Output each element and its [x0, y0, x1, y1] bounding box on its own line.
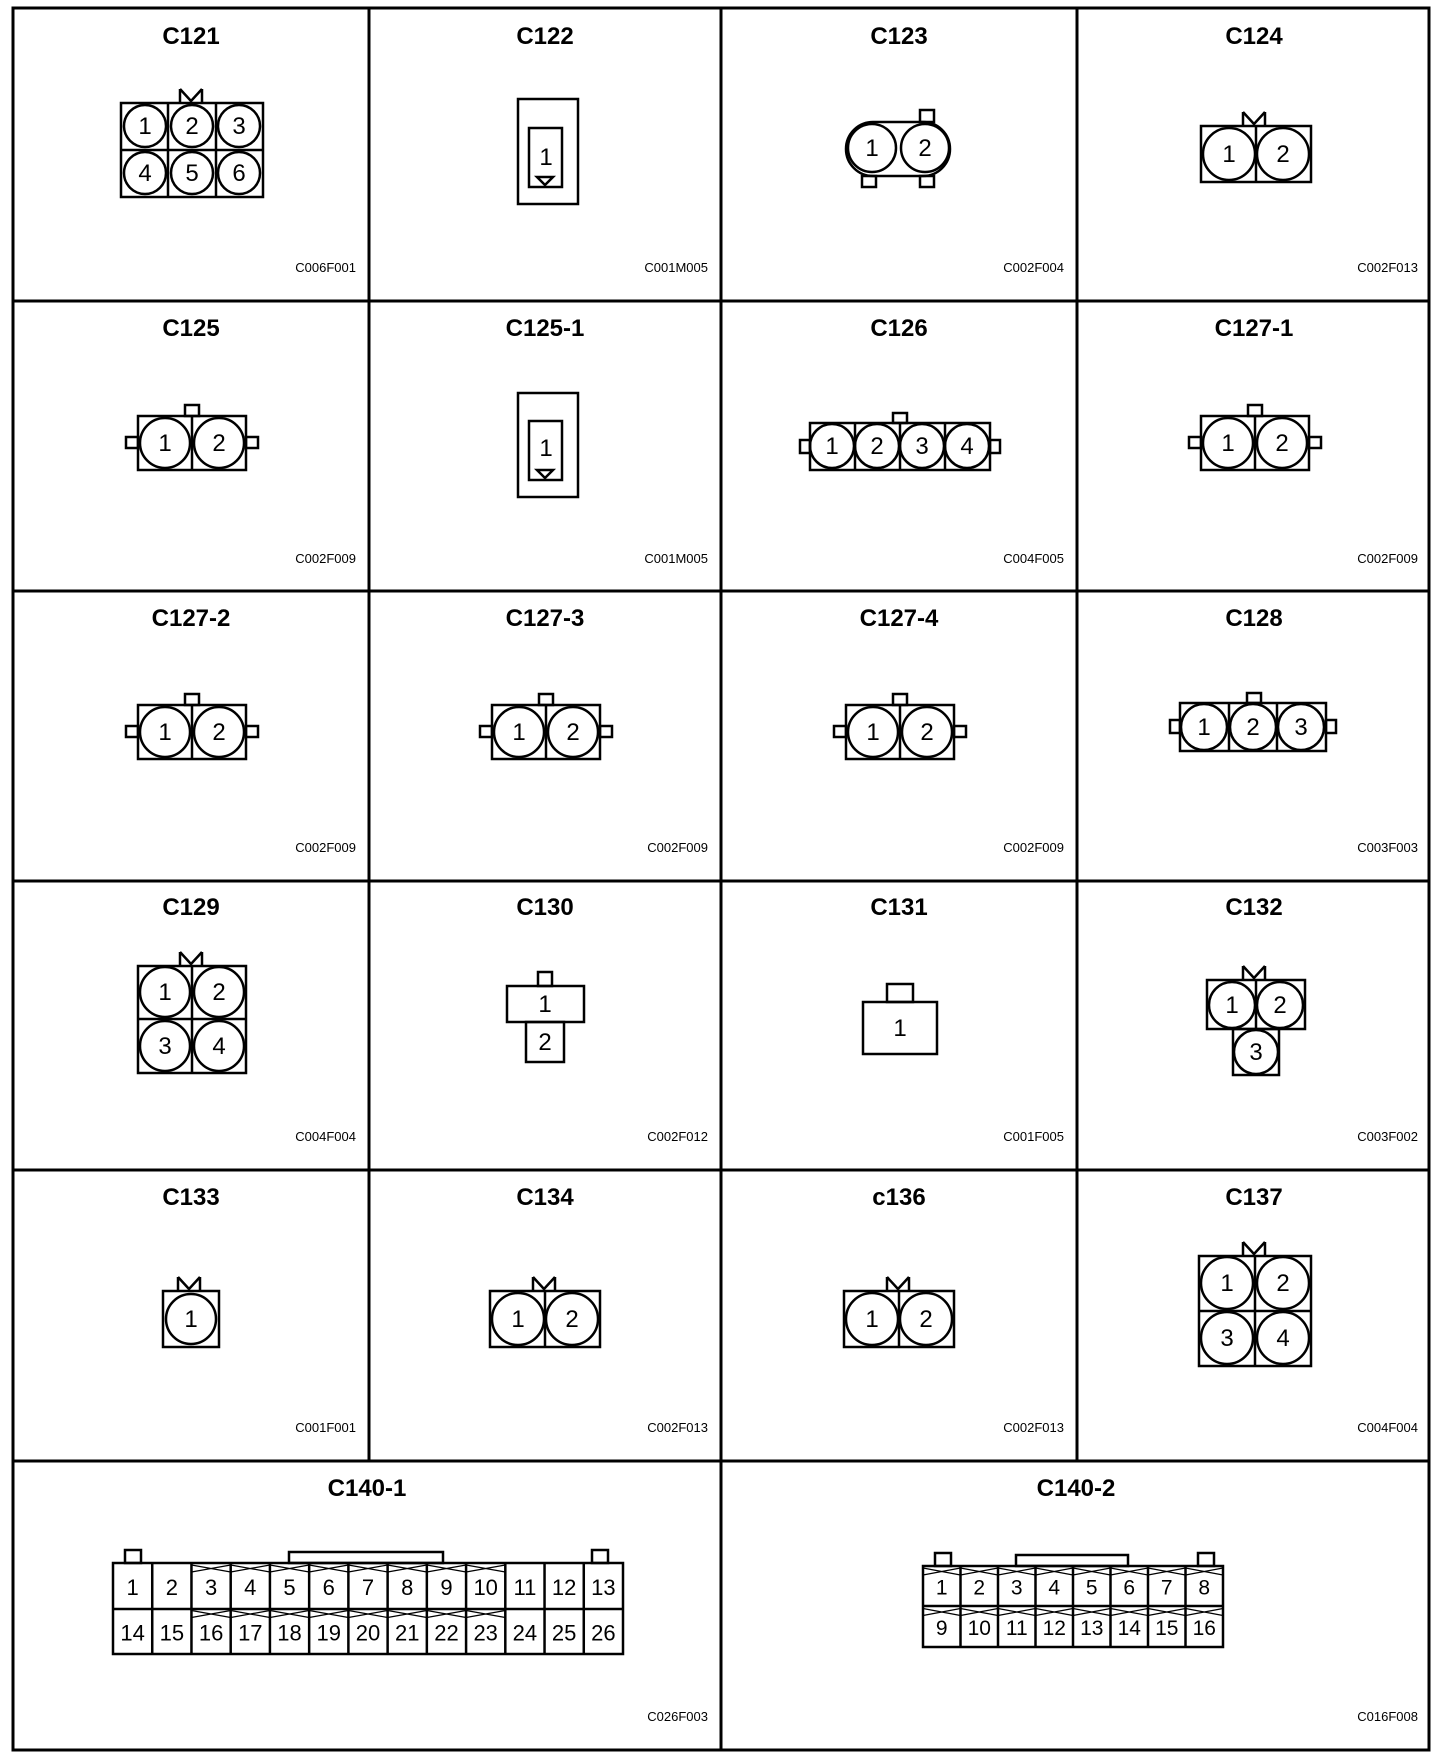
pin-number: 1 [126, 1574, 139, 1600]
pin-number: 16 [1192, 1616, 1216, 1640]
pin-number: 3 [204, 1574, 218, 1600]
pin-number: 14 [120, 1620, 145, 1646]
part-code: C002F013 [1003, 1420, 1064, 1435]
pin-number: 8 [401, 1574, 414, 1600]
svg-text:2: 2 [920, 719, 934, 746]
part-code: C002F004 [1003, 260, 1064, 275]
pin-number: 6 [322, 1574, 335, 1600]
connector-c125-diagram [126, 405, 258, 470]
svg-text:3: 3 [1220, 1325, 1234, 1352]
connector-c130-diagram [507, 972, 584, 1062]
part-code: C004F005 [1003, 551, 1064, 566]
cell-title: C122 [516, 23, 574, 50]
pin-cross-mark [923, 1609, 961, 1616]
svg-text:2: 2 [212, 979, 226, 1006]
pin-number: 5 [1085, 1576, 1098, 1600]
cell-c123 [870, 23, 1064, 275]
pin-number: 12 [1042, 1616, 1066, 1640]
connector-c137-diagram [1199, 1242, 1311, 1366]
svg-text:4: 4 [212, 1033, 226, 1060]
pin-cross-mark [191, 1611, 230, 1618]
pin-number: 10 [473, 1574, 498, 1600]
svg-text:4: 4 [1276, 1325, 1290, 1352]
part-code: C001M005 [644, 551, 708, 566]
cell-title: C127-2 [151, 605, 231, 632]
svg-text:1: 1 [539, 144, 553, 171]
cell-title: C140-2 [1036, 1475, 1116, 1502]
svg-text:2: 2 [1276, 141, 1290, 168]
svg-text:1: 1 [865, 135, 879, 162]
cell-c127-1 [1215, 315, 1418, 566]
pin-cross-mark [270, 1611, 309, 1618]
connector-c123-diagram [846, 110, 950, 187]
cell-title: C133 [162, 1184, 220, 1211]
svg-text:3: 3 [158, 1033, 172, 1060]
pin-cross-mark [923, 1568, 961, 1575]
pin-number: 23 [473, 1620, 498, 1646]
svg-text:1: 1 [866, 719, 880, 746]
connector-c132-diagram [1207, 966, 1305, 1075]
grid-lines [13, 8, 1429, 1750]
pin-cross-mark [427, 1565, 466, 1572]
pin-number: 10 [967, 1616, 991, 1640]
cell-title: C129 [162, 894, 220, 921]
cell-title: C126 [870, 315, 928, 342]
svg-text:2: 2 [566, 719, 580, 746]
pin-cross-mark [1186, 1609, 1224, 1616]
pin-cross-mark [1148, 1609, 1186, 1616]
part-code: C001F005 [1003, 1129, 1064, 1144]
pin-cross-mark [1036, 1609, 1074, 1616]
pin-cross-mark [348, 1611, 387, 1618]
pin-number: 15 [1155, 1616, 1179, 1640]
connector-c136-diagram [844, 1277, 954, 1347]
cell-title: C121 [162, 23, 220, 50]
svg-text:3: 3 [915, 433, 929, 460]
svg-text:2: 2 [185, 113, 199, 140]
svg-text:1: 1 [1225, 992, 1239, 1019]
cell-title: C132 [1225, 894, 1283, 921]
pin-number: 22 [434, 1620, 459, 1646]
connector-c134-diagram [490, 1277, 600, 1347]
svg-text:1: 1 [1220, 1270, 1234, 1297]
part-code: C002F013 [1357, 260, 1418, 275]
part-code: C002F013 [647, 1420, 708, 1435]
svg-text:2: 2 [538, 1029, 552, 1056]
svg-text:2: 2 [918, 135, 932, 162]
svg-text:6: 6 [232, 160, 246, 187]
connector-c121-diagram [121, 89, 263, 197]
pin-number: 16 [198, 1620, 224, 1646]
connector-c129-diagram [138, 952, 246, 1073]
svg-text:1: 1 [893, 1015, 907, 1042]
svg-text:1: 1 [512, 719, 526, 746]
svg-text:2: 2 [1276, 1270, 1290, 1297]
pin-cross-mark [1073, 1609, 1111, 1616]
pin-number: 2 [973, 1576, 986, 1600]
svg-text:3: 3 [232, 113, 246, 140]
cell-c127-4 [860, 605, 1064, 855]
connector-c131-diagram [863, 984, 937, 1054]
svg-text:1: 1 [158, 979, 172, 1006]
svg-text:3: 3 [1249, 1039, 1263, 1066]
pin-number: 7 [1160, 1576, 1173, 1600]
cell-title: C123 [870, 23, 928, 50]
pin-number: 4 [1048, 1576, 1061, 1600]
connector-c125-1-diagram [518, 393, 578, 497]
pin-number: 24 [512, 1620, 538, 1646]
svg-text:1: 1 [158, 430, 172, 457]
cell-title: C140-1 [327, 1475, 407, 1502]
svg-text:1: 1 [1222, 141, 1236, 168]
svg-text:1: 1 [539, 435, 553, 462]
pin-cross-mark [998, 1568, 1036, 1575]
pin-cross-mark [388, 1611, 427, 1618]
pin-cross-mark [231, 1565, 270, 1572]
pin-number: 7 [361, 1574, 375, 1600]
pin-number: 11 [1005, 1616, 1028, 1640]
connector-c140-2-diagram [923, 1553, 1223, 1647]
cell-c127-3 [506, 605, 708, 855]
svg-text:2: 2 [212, 430, 226, 457]
svg-text:5: 5 [185, 160, 199, 187]
svg-text:2: 2 [1275, 430, 1289, 457]
svg-text:1: 1 [865, 1306, 879, 1333]
cell-title: C125 [162, 315, 220, 342]
part-code: C002F009 [1357, 551, 1418, 566]
pin-number: 14 [1117, 1616, 1141, 1640]
part-code: C026F003 [647, 1709, 708, 1724]
svg-text:1: 1 [1221, 430, 1235, 457]
pin-number: 19 [316, 1620, 342, 1646]
part-code: C016F008 [1357, 1709, 1418, 1724]
cell-title: C127-1 [1214, 315, 1294, 342]
pin-cross-mark [388, 1565, 427, 1572]
svg-text:4: 4 [138, 160, 152, 187]
svg-text:1: 1 [1197, 714, 1211, 741]
pin-cross-mark [309, 1611, 348, 1618]
svg-text:2: 2 [1246, 714, 1260, 741]
cell-title: C128 [1225, 605, 1283, 632]
pin-number: 17 [238, 1620, 263, 1646]
pin-cross-mark [466, 1565, 505, 1572]
part-code: C003F002 [1357, 1129, 1418, 1144]
pin-cross-mark [191, 1565, 230, 1572]
connector-c127-3-diagram [480, 694, 612, 759]
part-code: C001M005 [644, 260, 708, 275]
pin-number: 15 [159, 1620, 185, 1646]
pin-number: 2 [165, 1574, 178, 1600]
cell-title: C124 [1225, 23, 1283, 50]
cell-title: C130 [516, 894, 574, 921]
pin-cross-mark [961, 1568, 999, 1575]
pin-number: 3 [1010, 1576, 1023, 1600]
cell-title: c136 [872, 1184, 926, 1211]
cell-title: C125-1 [505, 315, 585, 342]
pin-number: 1 [935, 1576, 948, 1600]
pin-number: 25 [551, 1620, 577, 1646]
pin-cross-mark [1073, 1568, 1111, 1575]
pin-number: 4 [244, 1574, 257, 1600]
connector-c127-2-diagram [126, 694, 258, 759]
svg-text:1: 1 [138, 113, 152, 140]
svg-text:4: 4 [960, 433, 974, 460]
part-code: C002F009 [295, 551, 356, 566]
part-code: C006F001 [295, 260, 356, 275]
pin-number: 9 [935, 1616, 948, 1640]
part-code: C004F004 [295, 1129, 356, 1144]
cell-c132 [1225, 894, 1418, 1144]
pin-cross-mark [1148, 1568, 1186, 1575]
cell-title: C127-4 [859, 605, 939, 632]
pin-cross-mark [1111, 1609, 1149, 1616]
connector-c124-diagram [1201, 112, 1311, 182]
pin-number: 21 [394, 1620, 420, 1646]
pin-number: 18 [277, 1620, 302, 1646]
pin-cross-mark [1036, 1568, 1074, 1575]
part-code: C004F004 [1357, 1420, 1418, 1435]
pin-cross-mark [270, 1565, 309, 1572]
part-code: C001F001 [295, 1420, 356, 1435]
connector-c133-diagram [163, 1277, 219, 1347]
connector-c127-1-diagram [1189, 405, 1321, 470]
cell-title: C134 [516, 1184, 574, 1211]
pin-number: 13 [591, 1574, 616, 1600]
pin-cross-mark [427, 1611, 466, 1618]
pin-cross-mark [1111, 1568, 1149, 1575]
svg-text:2: 2 [1273, 992, 1287, 1019]
svg-text:3: 3 [1294, 714, 1308, 741]
cell-title: C137 [1225, 1184, 1283, 1211]
cell-c127-2 [152, 605, 356, 855]
svg-text:2: 2 [565, 1306, 579, 1333]
cell-c125-1 [506, 315, 708, 566]
svg-text:1: 1 [158, 719, 172, 746]
svg-text:1: 1 [825, 433, 839, 460]
pin-cross-mark [998, 1609, 1036, 1616]
cell-c130 [516, 894, 708, 1144]
connector-c127-4-diagram [834, 694, 966, 759]
cell-title: C127-3 [505, 605, 585, 632]
connector-c140-1-diagram [113, 1550, 623, 1654]
cell-title: C131 [870, 894, 928, 921]
pin-number: 9 [440, 1574, 453, 1600]
pin-number: 26 [591, 1620, 616, 1646]
pin-number: 6 [1123, 1576, 1136, 1600]
pin-number: 13 [1080, 1616, 1104, 1640]
svg-text:2: 2 [870, 433, 884, 460]
pin-cross-mark [348, 1565, 387, 1572]
part-code: C002F009 [1003, 840, 1064, 855]
pin-number: 5 [283, 1574, 296, 1600]
cell-c140-2 [1037, 1475, 1418, 1724]
part-code: C002F009 [647, 840, 708, 855]
svg-text:2: 2 [212, 719, 226, 746]
connector-c122-diagram [518, 99, 578, 204]
svg-text:1: 1 [184, 1306, 198, 1333]
pin-cross-mark [231, 1611, 270, 1618]
svg-text:1: 1 [538, 991, 552, 1018]
part-code: C002F012 [647, 1129, 708, 1144]
svg-text:1: 1 [511, 1306, 525, 1333]
connector-c128-diagram [1170, 693, 1336, 751]
svg-text:2: 2 [919, 1306, 933, 1333]
part-code: C002F009 [295, 840, 356, 855]
pin-number: 12 [551, 1574, 577, 1600]
pin-cross-mark [961, 1609, 999, 1616]
pin-number: 11 [513, 1574, 537, 1600]
pin-cross-mark [466, 1611, 505, 1618]
pin-number: 8 [1198, 1576, 1211, 1600]
pin-number: 20 [355, 1620, 381, 1646]
pin-cross-mark [309, 1565, 348, 1572]
connector-c126-diagram [800, 413, 1000, 470]
pin-cross-mark [1186, 1568, 1224, 1575]
part-code: C003F003 [1357, 840, 1418, 855]
